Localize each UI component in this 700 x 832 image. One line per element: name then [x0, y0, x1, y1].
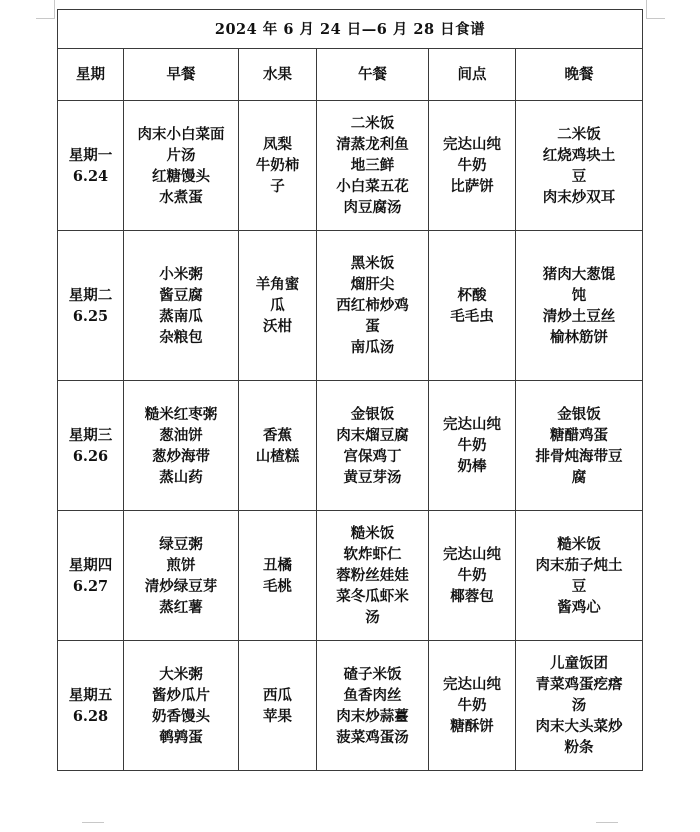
- menu-item-line: 牛奶柿: [255, 157, 300, 174]
- lunch-cell: [317, 511, 429, 641]
- weekday-cell: [58, 101, 124, 231]
- page-corner-mark: [646, 0, 665, 19]
- menu-item-line: 沃柑: [263, 318, 292, 335]
- menu-item-line: 肉末茄子炖土: [535, 556, 623, 574]
- fruit-cell: [239, 101, 317, 231]
- menu-item-line: 蛋: [365, 318, 380, 335]
- menu-item-line: 蓉粉丝娃娃: [336, 567, 409, 584]
- breakfast-cell: [124, 101, 239, 231]
- menu-item-line: 小白菜五花: [336, 178, 409, 195]
- dinner-cell: [516, 101, 643, 231]
- column-header-lunch: 午餐: [317, 49, 429, 101]
- menu-item-line: 青菜鸡蛋疙瘩: [535, 676, 623, 693]
- menu-item-line: 毛桃: [263, 577, 292, 595]
- day-row: [58, 101, 643, 231]
- menu-item-line: 腐: [571, 468, 587, 486]
- dinner-cell: [516, 381, 643, 511]
- weekday-label: 星期四: [68, 556, 113, 574]
- menu-item-line: 鹌鹑蛋: [159, 728, 203, 746]
- menu-item-line: 牛奶: [457, 157, 487, 174]
- title-row: [58, 10, 643, 49]
- lunch-cell: [317, 641, 429, 771]
- menu-item-line: 丑橘: [263, 556, 292, 574]
- lunch-cell: [317, 381, 429, 511]
- menu-item-line: 黄豆芽汤: [343, 468, 402, 486]
- menu-item-line: 苹果: [263, 707, 292, 725]
- menu-item-line: 奶香馒头: [152, 707, 210, 725]
- menu-item-line: 完达山纯: [443, 546, 501, 563]
- dinner-cell: [516, 641, 643, 771]
- day-row: [58, 381, 643, 511]
- menu-item-line: 糖酥饼: [450, 718, 494, 735]
- menu-item-line: 子: [270, 178, 285, 195]
- fruit-cell: [239, 511, 317, 641]
- menu-item-line: 凤梨: [263, 136, 292, 153]
- breakfast-cell: [124, 231, 239, 381]
- menu-item-line: 蒸红薯: [159, 598, 203, 616]
- header-row: [58, 49, 643, 101]
- menu-item-line: 豆: [571, 577, 587, 595]
- menu-item-line: 二米饭: [557, 125, 601, 143]
- snack-cell: [429, 231, 516, 381]
- menu-item-line: 二米饭: [350, 115, 395, 132]
- fruit-cell: [239, 231, 317, 381]
- menu-item-line: 清炒土豆丝: [542, 307, 616, 325]
- weekday-label: 星期五: [68, 686, 113, 704]
- weekday-label: 星期二: [68, 286, 113, 304]
- page-corner-mark: [36, 0, 55, 19]
- menu-item-line: 羊角蜜: [255, 276, 300, 293]
- menu-item-line: 软炸虾仁: [343, 546, 402, 563]
- menu-item-line: 完达山纯: [443, 676, 501, 693]
- menu-item-line: 绿豆粥: [159, 535, 203, 553]
- menu-item-line: 清蒸龙利鱼: [336, 136, 409, 153]
- menu-item-line: 菠菜鸡蛋汤: [336, 728, 409, 746]
- snack-cell: [429, 511, 516, 641]
- menu-item-line: 肉末小白菜面: [137, 125, 225, 143]
- menu-item-line: 葱油饼: [159, 426, 203, 444]
- column-header-snack: 间点: [429, 49, 516, 101]
- menu-item-line: 清炒绿豆芽: [144, 577, 218, 595]
- date-label: 6.25: [72, 307, 109, 325]
- menu-item-line: 菜冬瓜虾米: [336, 588, 409, 605]
- menu-item-line: 碴子米饭: [343, 665, 402, 683]
- menu-item-line: 牛奶: [457, 697, 487, 714]
- menu-item-line: 宫保鸡丁: [343, 447, 402, 465]
- snack-cell: [429, 381, 516, 511]
- menu-item-line: 榆林筋饼: [550, 328, 609, 346]
- menu-item-line: 完达山纯: [443, 416, 501, 433]
- column-header-fruit: 水果: [239, 49, 317, 101]
- menu-item-line: 肉末熘豆腐: [336, 426, 409, 444]
- menu-item-line: 肉末炒蒜薹: [336, 707, 409, 725]
- menu-item-line: 地三鲜: [350, 157, 395, 174]
- menu-item-line: 豆: [571, 167, 587, 185]
- day-row: [58, 231, 643, 381]
- menu-item-line: 杯酸: [457, 286, 487, 304]
- day-row: [58, 511, 643, 641]
- menu-item-line: 糙米饭: [350, 525, 395, 542]
- menu-item-line: 熘肝尖: [350, 276, 395, 293]
- menu-item-line: 肉末炒双耳: [542, 188, 616, 206]
- menu-item-line: 红糖馒头: [152, 167, 210, 185]
- menu-item-line: 饨: [571, 286, 587, 304]
- menu-item-line: 猪肉大葱馄: [542, 265, 616, 283]
- column-header-dinner: 晚餐: [516, 49, 643, 101]
- weekday-cell: [58, 381, 124, 511]
- breakfast-cell: [124, 381, 239, 511]
- date-label: 6.28: [72, 707, 109, 725]
- weekday-label: 星期一: [68, 146, 113, 164]
- menu-item-line: 儿童饭团: [550, 655, 609, 672]
- menu-item-line: 煎饼: [166, 556, 196, 574]
- menu-item-line: 黑米饭: [350, 255, 395, 272]
- menu-item-line: 水煮蛋: [159, 188, 203, 206]
- breakfast-cell: [124, 641, 239, 771]
- date-label: 6.26: [72, 447, 109, 465]
- menu-item-line: 肉末大头菜炒: [535, 718, 623, 735]
- fruit-cell: [239, 381, 317, 511]
- menu-item-line: 葱炒海带: [152, 447, 210, 465]
- menu-item-line: 西红柿炒鸡: [336, 297, 409, 314]
- snack-cell: [429, 101, 516, 231]
- menu-item-line: 小米粥: [159, 265, 203, 283]
- lunch-cell: [317, 231, 429, 381]
- lunch-cell: [317, 101, 429, 231]
- menu-item-line: 汤: [365, 609, 380, 626]
- menu-item-line: 奶棒: [457, 458, 487, 475]
- weekday-cell: [58, 231, 124, 381]
- menu-item-line: 粉条: [564, 739, 594, 756]
- dinner-cell: [516, 511, 643, 641]
- menu-item-line: 山楂糕: [255, 447, 300, 465]
- menu-item-line: 酱鸡心: [557, 598, 601, 616]
- menu-item-line: 西瓜: [263, 686, 292, 704]
- menu-item-line: 红烧鸡块土: [542, 146, 616, 164]
- menu-item-line: 汤: [571, 697, 587, 714]
- date-label: 6.27: [72, 577, 109, 595]
- menu-item-line: 瓜: [270, 297, 285, 314]
- menu-item-line: 酱豆腐: [159, 286, 203, 304]
- menu-item-line: 糖醋鸡蛋: [550, 426, 609, 444]
- dinner-cell: [516, 231, 643, 381]
- menu-item-line: 金银饭: [350, 405, 395, 423]
- menu-item-line: 牛奶: [457, 567, 487, 584]
- menu-item-line: 酱炒瓜片: [152, 686, 210, 704]
- menu-item-line: 糙米饭: [557, 535, 601, 553]
- menu-item-line: 蒸南瓜: [159, 307, 203, 325]
- menu-item-line: 片汤: [166, 146, 196, 164]
- weekday-cell: [58, 641, 124, 771]
- menu-table: [57, 9, 643, 771]
- menu-item-line: 排骨炖海带豆: [535, 447, 623, 465]
- breakfast-cell: [124, 511, 239, 641]
- menu-item-line: 香蕉: [263, 426, 292, 444]
- menu-item-line: 肉豆腐汤: [343, 199, 402, 216]
- column-header-breakfast: 早餐: [124, 49, 239, 101]
- menu-item-line: 糙米红枣粥: [144, 405, 218, 423]
- menu-item-line: 鱼香肉丝: [343, 686, 402, 704]
- menu-item-line: 南瓜汤: [350, 339, 395, 356]
- fruit-cell: [239, 641, 317, 771]
- menu-item-line: 牛奶: [457, 437, 487, 454]
- menu-item-line: 金银饭: [557, 405, 601, 423]
- menu-title: 2024 年 6 月 24 日—6 月 28 日食谱: [58, 10, 643, 49]
- menu-item-line: 杂粮包: [159, 328, 203, 346]
- menu-item-line: 椰蓉包: [450, 588, 494, 605]
- day-rows: [58, 101, 643, 771]
- day-row: [58, 641, 643, 771]
- date-label: 6.24: [72, 167, 109, 185]
- menu-item-line: 比萨饼: [450, 178, 494, 195]
- menu-item-line: 蒸山药: [159, 468, 203, 486]
- column-header-weekday: 星期: [58, 49, 124, 101]
- menu-item-line: 完达山纯: [443, 136, 501, 153]
- weekday-cell: [58, 511, 124, 641]
- snack-cell: [429, 641, 516, 771]
- menu-item-line: 毛毛虫: [450, 307, 494, 325]
- menu-item-line: 大米粥: [159, 665, 203, 683]
- weekday-label: 星期三: [68, 426, 113, 444]
